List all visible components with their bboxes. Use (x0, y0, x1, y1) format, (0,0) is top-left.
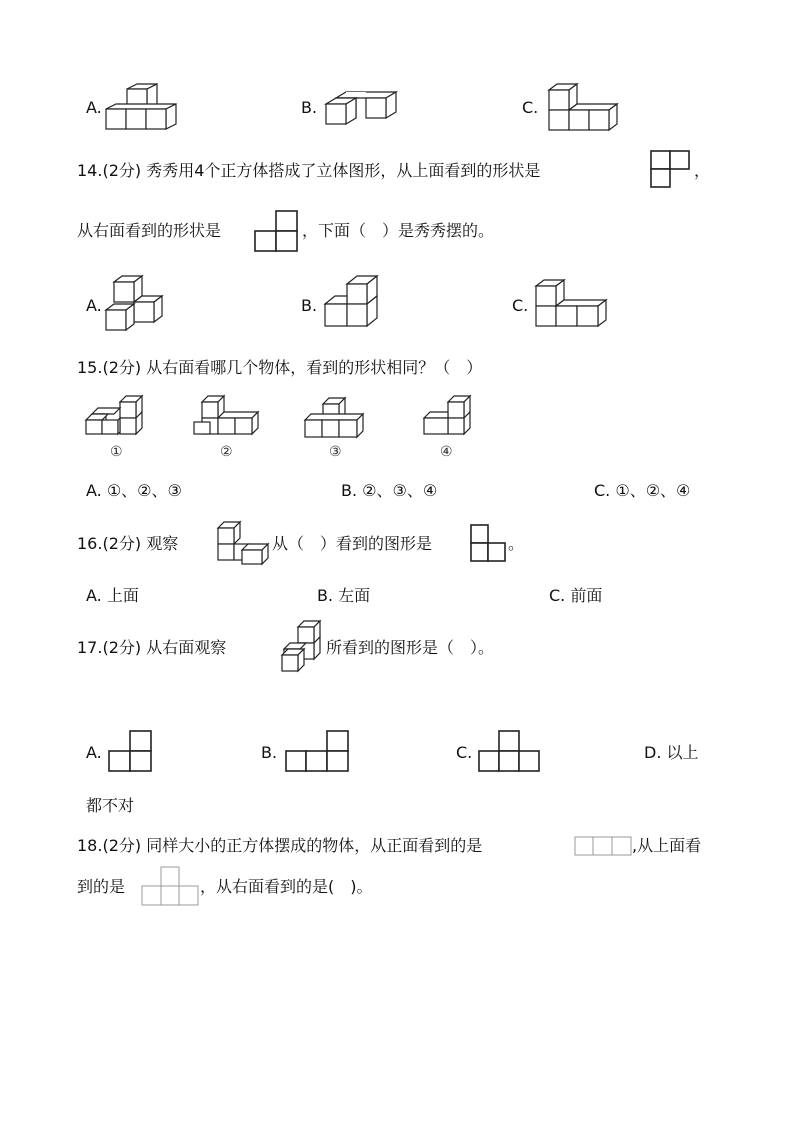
q14-option-c-figure (534, 278, 608, 328)
q14-option-c[interactable]: C. (512, 296, 529, 315)
q15-option-a[interactable]: A. ①、②、③ (86, 481, 182, 500)
q17-stem-post: 所看到的图形是（ ）。 (326, 638, 495, 657)
q18-stem-line2-pre: 到的是 (77, 877, 126, 896)
q15-figure-4 (424, 396, 474, 438)
q17-option-a-figure (108, 730, 152, 772)
q14-stem-line1: 14.(2分) 秀秀用4个正方体搭成了立体图形，从上面看到的形状是 (77, 161, 541, 180)
q15-option-b[interactable]: B. ②、③、④ (341, 481, 438, 500)
q13-option-b[interactable]: B. (301, 98, 318, 117)
q17-stem-pre: 17.(2分) 从右面观察 (77, 638, 227, 657)
q16-option-b[interactable]: B. 左面 (317, 586, 371, 605)
q14-stem-line2-pre: 从右面看到的形状是 (77, 221, 222, 240)
q15-figure-3 (305, 398, 365, 438)
q15-caption-2: ② (220, 444, 233, 460)
q15-caption-1: ① (110, 444, 123, 460)
q16-view-figure (470, 524, 506, 562)
q18-stem-line1-pre: 18.(2分) 同样大小的正方体摆成的物体，从正面看到的是 (77, 836, 483, 855)
q14-stem-line2-post: ，下面（ ）是秀秀摆的。 (302, 221, 495, 240)
q18-stem-line1-post: ,从上面看 (632, 836, 702, 855)
q17-object-figure (278, 621, 324, 673)
q14-option-a-figure (106, 274, 166, 330)
q17-option-c[interactable]: C. (456, 743, 473, 762)
q17-option-c-figure (478, 730, 540, 772)
q13-option-a[interactable]: A. (86, 98, 102, 117)
q14-top-view-figure (650, 150, 690, 188)
q16-stem-post: 。 (508, 534, 525, 553)
q14-option-b-figure (323, 276, 377, 328)
q14-stem-line1-end: ， (694, 161, 711, 180)
q16-stem-mid: 从（ ）看到的图形是 (272, 534, 433, 553)
q14-option-a[interactable]: A. (86, 296, 102, 315)
q13-option-a-figure (106, 84, 176, 134)
q17-option-b-figure (285, 730, 349, 772)
q17-option-d-wrap: 都不对 (86, 796, 135, 815)
q15-caption-4: ④ (440, 444, 453, 460)
q17-option-b[interactable]: B. (261, 743, 278, 762)
q15-stem: 15.(2分) 从右面看哪几个物体，看到的形状相同？（ ） (77, 358, 483, 377)
q17-option-d[interactable]: D. 以上 (644, 743, 699, 762)
q14-right-view-figure (254, 210, 298, 252)
q15-caption-3: ③ (329, 444, 342, 460)
q13-option-b-figure (322, 90, 397, 128)
q16-object-figure (216, 522, 270, 564)
q18-stem-line2-post: ，从右面看到的是( )。 (200, 877, 373, 896)
q18-top-view-figure (141, 866, 199, 906)
q13-option-c-figure (545, 82, 617, 134)
q16-option-a[interactable]: A. 上面 (86, 586, 139, 605)
q13-option-c[interactable]: C. (522, 98, 539, 117)
q17-option-a[interactable]: A. (86, 743, 102, 762)
q15-figure-2 (194, 396, 260, 438)
q14-option-b[interactable]: B. (301, 296, 318, 315)
q16-option-c[interactable]: C. 前面 (549, 586, 603, 605)
q16-stem-pre: 16.(2分) 观察 (77, 534, 179, 553)
q15-figure-1 (86, 396, 146, 438)
q15-option-c[interactable]: C. ①、②、④ (594, 481, 691, 500)
q18-front-view-figure (574, 836, 632, 856)
